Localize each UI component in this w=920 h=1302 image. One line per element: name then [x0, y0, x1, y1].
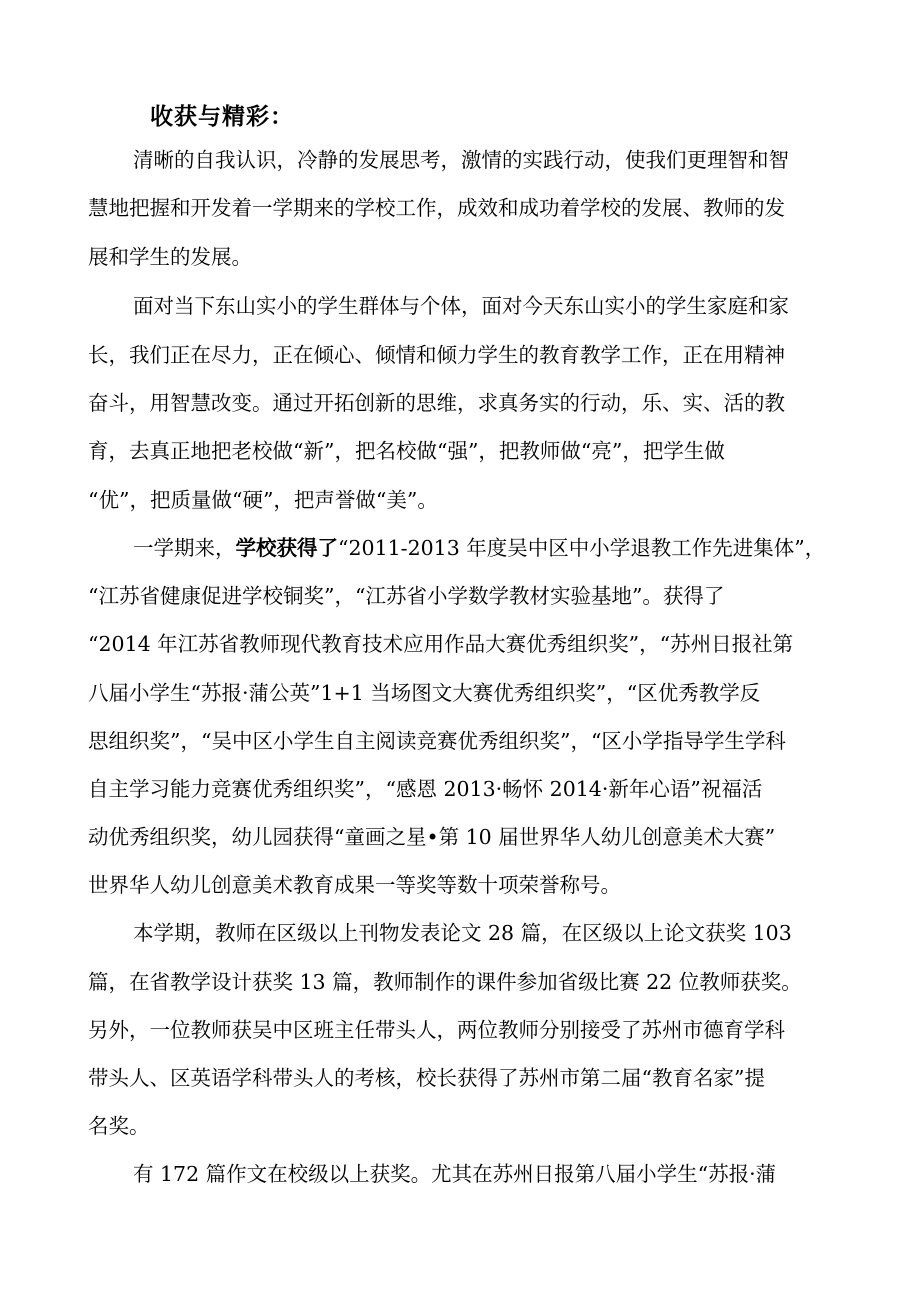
paragraph-3-line-4: 八届小学生“苏报·蒲公英”1+1 当场图文大赛优秀组织奖”，“区优秀教学反: [88, 681, 761, 705]
paragraph-3-line-8: 世界华人幼儿创意美术教育成果一等奖等数十项荣誉称号。: [88, 873, 621, 897]
paragraph-3-line-1: [133, 534, 825, 562]
paragraph-3-line-7: 动优秀组织奖，幼儿园获得“童画之星•第 10 届世界华人幼儿创意美术大赛”: [88, 825, 776, 849]
paragraph-3-line-5: 思组织奖”，“吴中区小学生自主阅读竞赛优秀组织奖”，“区小学指导学生学科: [88, 729, 786, 753]
paragraph-1-line-3: 展和学生的发展。: [88, 245, 252, 269]
paragraph-1-line-2: 慧地把握和开发着一学期来的学校工作，成效和成功着学校的发展、教师的发: [88, 196, 785, 220]
paragraph-4-line-3: 另外，一位教师获吴中区班主任带头人，两位教师分别接受了苏州市德育学科: [88, 1018, 785, 1042]
paragraph-3-prefix: 一学期来，: [133, 536, 236, 560]
paragraph-2-line-2: 长，我们正在尽力，正在倾心、倾情和倾力学生的教育教学工作，正在用精神: [88, 343, 785, 367]
section-heading: 收获与精彩：: [150, 104, 294, 130]
paragraph-2-line-4: 育，去真正地把老校做“新”，把名校做“强”，把教师做“亮”，把学生做: [88, 439, 725, 463]
paragraph-3-line-2: “江苏省健康促进学校铜奖”，“江苏省小学数学教材实验基地”。获得了: [88, 584, 725, 608]
paragraph-5-line-1: 有 172 篇作文在校级以上获奖。尤其在苏州日报第八届小学生“苏报·蒲: [133, 1162, 777, 1186]
paragraph-2-line-5: “优”，把质量做“硬”，把声誉做“美”。: [88, 488, 438, 512]
paragraph-3-bold: 学校获得了: [235, 536, 338, 560]
paragraph-4-line-4: 带头人、区英语学科带头人的考核，校长获得了苏州市第二届“教育名家”提: [88, 1066, 765, 1090]
paragraph-3-line-3: “2014 年江苏省教师现代教育技术应用作品大赛优秀组织奖”，“苏州日报社第: [88, 632, 794, 656]
paragraph-3-rest: “2011-2013 年度吴中区中小学退教工作先进集体”，: [338, 536, 826, 560]
paragraph-4-line-2: 篇，在省教学设计获奖 13 篇，教师制作的课件参加省级比赛 22 位教师获奖。: [88, 970, 802, 994]
paragraph-4-line-1: 本学期，教师在区级以上刊物发表论文 28 篇，在区级以上论文获奖 103: [133, 921, 792, 945]
paragraph-2-line-3: 奋斗，用智慧改变。通过开拓创新的思维，求真务实的行动，乐、实、活的教: [88, 391, 785, 415]
paragraph-2-line-1: 面对当下东山实小的学生群体与个体，面对今天东山实小的学生家庭和家: [133, 294, 789, 318]
paragraph-3-line-6: 自主学习能力竞赛优秀组织奖”，“感恩 2013·畅怀 2014·新年心语”祝福活: [88, 777, 763, 801]
paragraph-1-line-1: 清晰的自我认识，冷静的发展思考，激情的实践行动，使我们更理智和智: [133, 148, 789, 172]
paragraph-4-line-5: 名奖。: [88, 1114, 150, 1138]
